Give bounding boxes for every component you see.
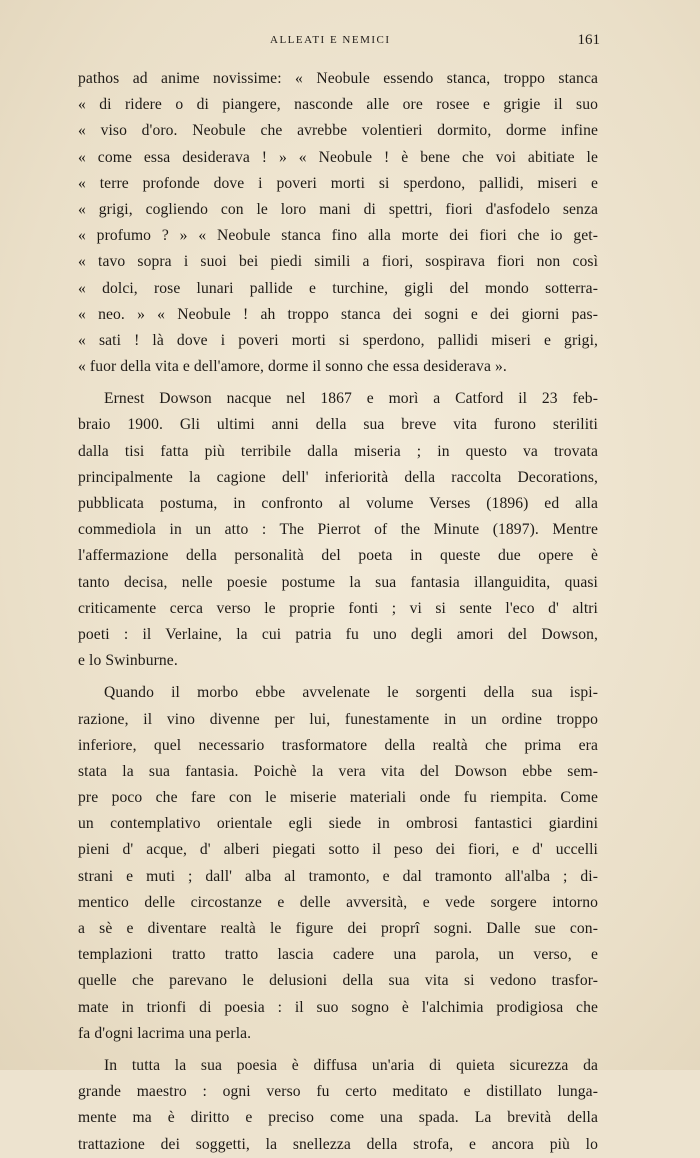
body-text — [78, 66, 598, 1158]
text-line: « fuor della vita e dell'amore, dorme il sonno che essa desiderava ». — [78, 358, 507, 376]
text-line: poeti : il Verlaine, la cui patria fu uno degli amori del Dowson, — [78, 625, 598, 643]
text-line: pubblicata postuma, in confronto al volume Verses (1896) ed alla — [78, 495, 598, 512]
text-line: « di ridere o di piangere, nasconde alle ore rosee e grigie il suo — [78, 96, 598, 114]
text-line: braio 1900. Gli ultimi anni della sua breve vita furono steriliti — [78, 416, 598, 434]
text-line: strani e muti ; dall' alba al tramonto, e dal tramonto all'alba ; di- — [78, 867, 598, 885]
text-line: inferiore, quel necessario trasformatore della realtà che prima era — [78, 736, 598, 754]
paragraph — [78, 386, 598, 674]
page-number: 161 — [577, 32, 600, 48]
text-line: principalmente la cagione dell' inferiorità della raccolta Decorations, — [78, 468, 598, 486]
text-line: templazioni tratto tratto lascia cadere una parola, un verso, e — [78, 946, 598, 964]
paragraph — [78, 1053, 598, 1158]
text-line: trattazione dei soggetti, la snellezza della strofa, e ancora più lo — [78, 1135, 598, 1153]
text-line: e lo Swinburne. — [78, 652, 178, 670]
text-line: grande maestro : ogni verso fu certo meditato e distillato lunga- — [78, 1083, 598, 1101]
text-line: « sati ! là dove i poveri morti si sperdono, pallidi miseri e grigi, — [78, 331, 598, 349]
text-line: In tutta la sua poesia è diffusa un'aria di quieta sicurezza da — [104, 1056, 598, 1074]
paragraph — [78, 680, 598, 1047]
text-line: Ernest Dowson nacque nel 1867 e morì a Catford il 23 feb- — [104, 390, 598, 408]
text-line: pathos ad anime novissime: « Neobule essendo stanca, troppo stanca — [78, 70, 598, 87]
text-line: tanto decisa, nelle poesie postume la sua fantasia illanguidita, quasi — [78, 573, 598, 591]
text-line: a sè e diventare realtà le figure dei proprî sogni. Dalle sue con- — [78, 920, 598, 937]
text-line: « come essa desiderava ! » « Neobule ! è bene che voi abitiate le — [78, 148, 598, 166]
text-line: stata la sua fantasia. Poichè la vera vita del Dowson ebbe sem- — [78, 762, 598, 780]
text-line: razione, il vino divenne per lui, funestamente in un ordine troppo — [78, 710, 598, 728]
text-line: pre poco che fare con le miserie materiali onde fu riempita. Come — [78, 789, 598, 807]
text-line: fa d'ogni lacrima una perla. — [78, 1024, 252, 1042]
running-head: ALLEATI E NEMICI — [270, 34, 391, 46]
text-line: criticamente cerca verso le proprie fonti ; vi si sente l'eco d' altri — [78, 599, 598, 617]
text-line: un contemplativo orientale egli siede in ombrosi fantastici giardini — [78, 815, 598, 833]
page-header — [270, 32, 600, 52]
text-line: « dolci, rose lunari pallide e turchine, gigli del mondo sotterra- — [78, 279, 598, 297]
text-line: pieni d' acque, d' alberi piegati sotto il peso dei fiori, e d' uccelli — [78, 841, 598, 859]
text-line: dalla tisi fatta più terribile dalla miseria ; in questo va trovata — [78, 442, 598, 460]
text-line: Quando il morbo ebbe avvelenate le sorgenti della sua ispi- — [104, 684, 598, 702]
text-line: mentico delle circostanze e delle avversità, e vede sorgere intorno — [78, 893, 598, 911]
text-line: commediola in un atto : The Pierrot of the Minute (1897). Mentre — [78, 521, 598, 539]
text-line: « viso d'oro. Neobule che avrebbe volentieri dormito, dorme infine — [78, 122, 598, 140]
text-line: mate in trionfi di poesia : il suo sogno è l'alchimia prodigiosa che — [78, 998, 598, 1016]
paragraph — [78, 66, 598, 380]
text-line: « tavo sopra i suoi bei piedi simili a fiori, sospirava fiori non così — [78, 253, 598, 271]
text-line: « neo. » « Neobule ! ah troppo stanca dei sogni e dei giorni pas- — [78, 305, 598, 323]
text-line: « terre profonde dove i poveri morti si sperdono, pallidi, miseri e — [78, 174, 598, 192]
text-line: « grigi, cogliendo con le loro mani di spettri, fiori d'asfodelo senza — [78, 200, 598, 218]
text-line: quelle che parevano le delusioni della sua vita si vedono trasfor- — [78, 972, 598, 990]
text-line: l'affermazione della personalità del poeta in queste due opere è — [78, 547, 598, 565]
text-line: mente ma è diritto e preciso come una spada. La brevità della — [78, 1109, 598, 1127]
text-line: « profumo ? » « Neobule stanca fino alla morte dei fiori che io get- — [78, 227, 598, 245]
